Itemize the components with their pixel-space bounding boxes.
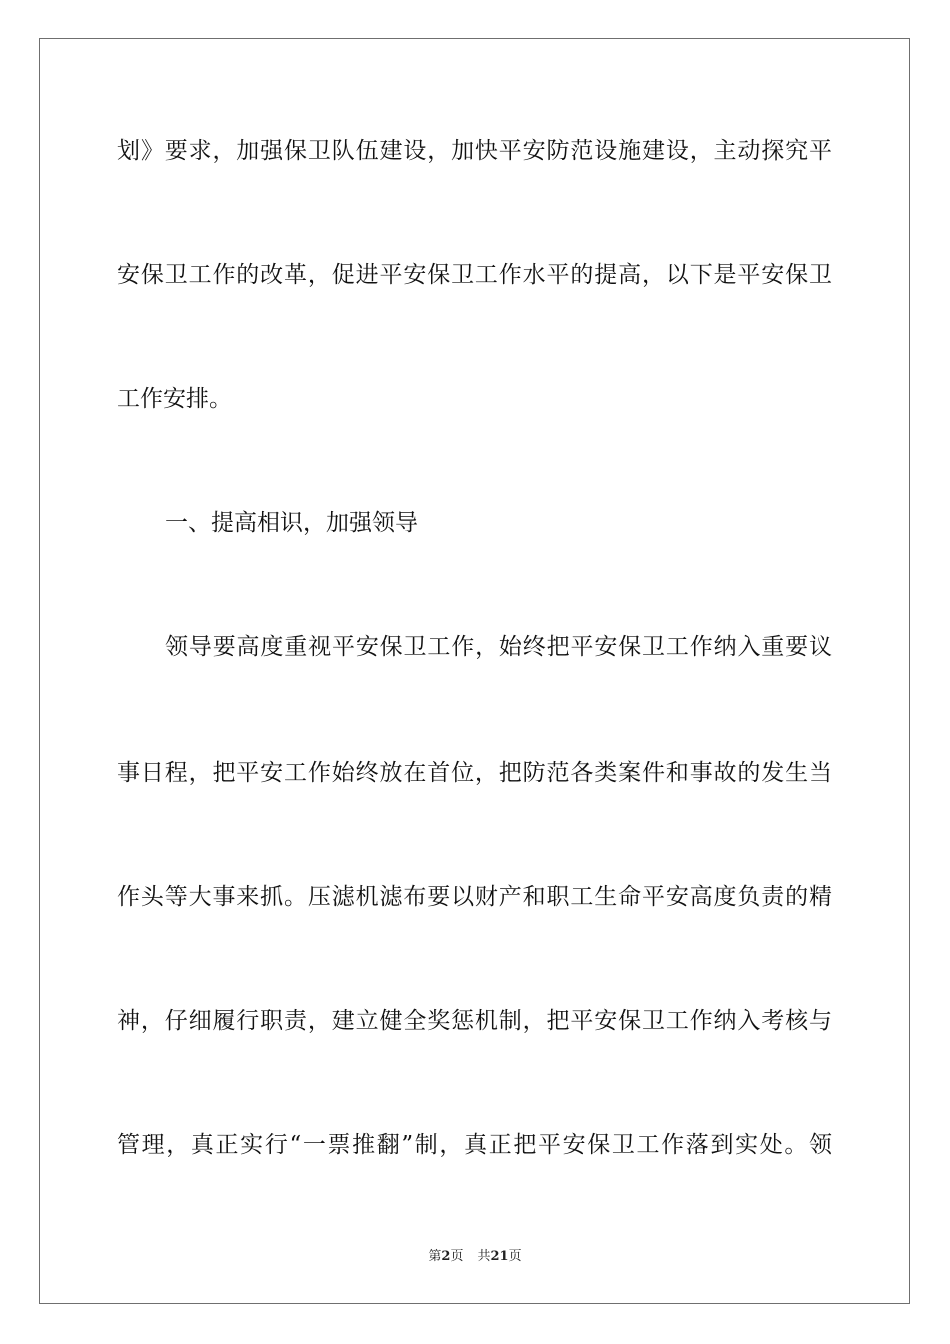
paragraph-first-line: 领导要高度重视平安保卫工作，始终把平安保卫工作纳入重要议 bbox=[165, 634, 832, 660]
body-text-line: 管理，真正实行“一票推翻”制，真正把平安保卫工作落到实处。领 bbox=[117, 1132, 832, 1158]
page-suffix: 页 bbox=[450, 1249, 464, 1264]
total-suffix: 页 bbox=[508, 1249, 522, 1264]
page-footer bbox=[0, 1248, 950, 1266]
page-prefix: 第 bbox=[428, 1249, 442, 1264]
total-prefix: 共 bbox=[477, 1249, 491, 1264]
body-text-line: 神，仔细履行职责，建立健全奖惩机制，把平安保卫工作纳入考核与 bbox=[117, 1008, 832, 1034]
body-text-line: 事日程，把平安工作始终放在首位，把防范各类案件和事故的发生当 bbox=[117, 760, 832, 786]
section-heading: 一、提高相识，加强领导 bbox=[165, 510, 418, 536]
page-border bbox=[39, 38, 910, 1304]
body-text-line: 划》要求，加强保卫队伍建设，加快平安防范设施建设，主动探究平 bbox=[117, 138, 832, 164]
total-page-count: 21 bbox=[490, 1249, 509, 1264]
current-page-number: 2 bbox=[441, 1249, 451, 1264]
body-text-line: 安保卫工作的改革，促进平安保卫工作水平的提高，以下是平安保卫 bbox=[117, 262, 832, 288]
body-text-line: 工作安排。 bbox=[117, 386, 232, 412]
body-text-line: 作头等大事来抓。压滤机滤布要以财产和职工生命平安高度负责的精 bbox=[117, 884, 832, 910]
